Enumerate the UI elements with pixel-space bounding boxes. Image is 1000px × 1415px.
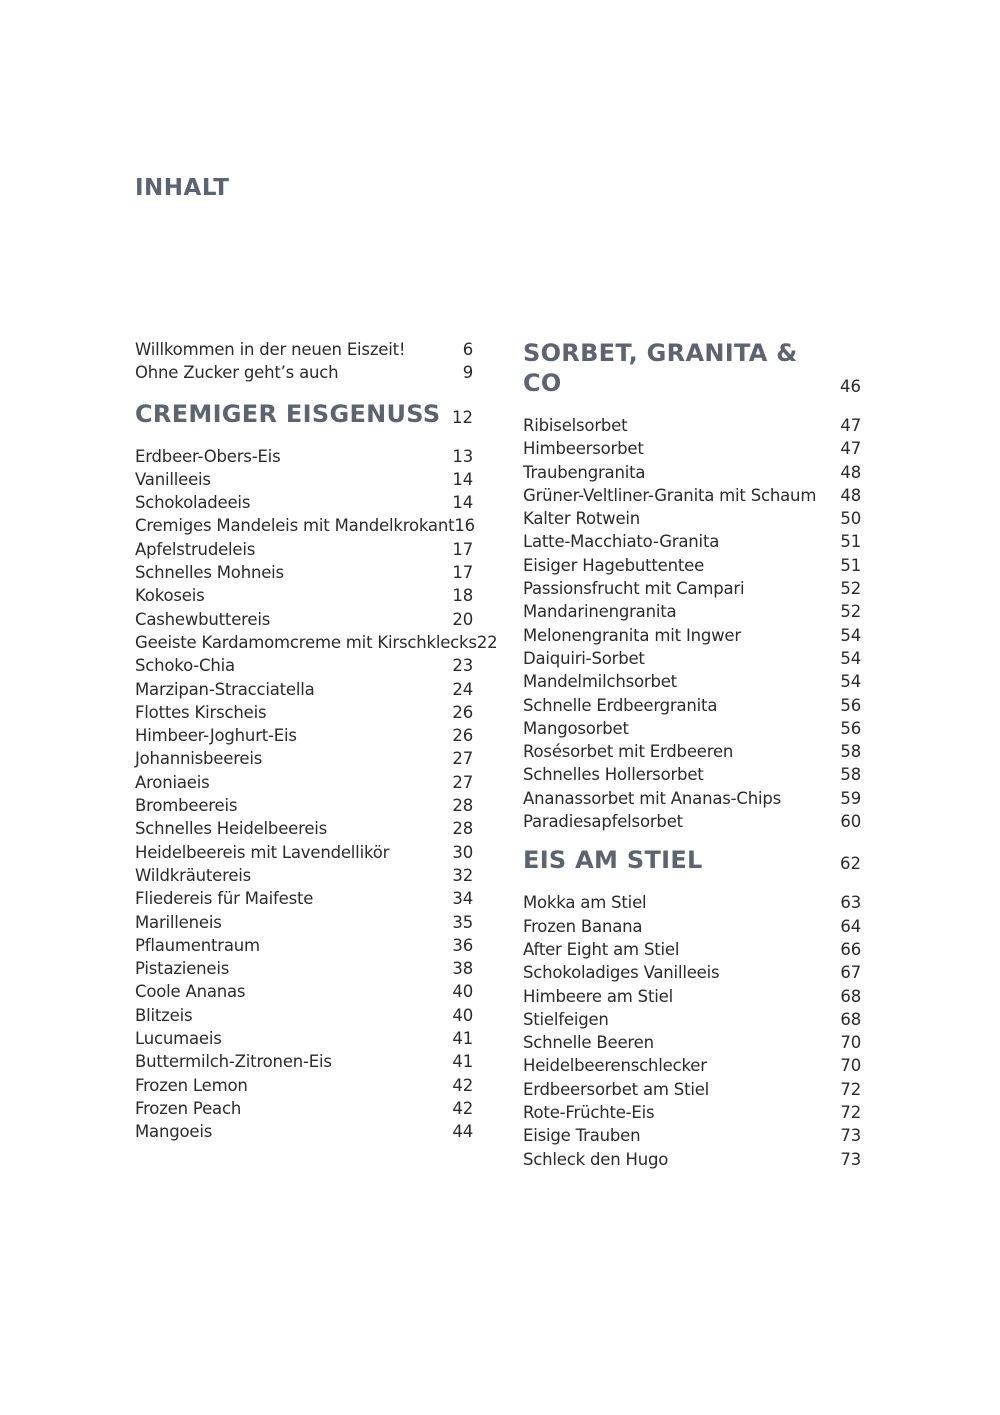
toc-entry-page: 47 — [840, 439, 861, 459]
toc-entry-page: 54 — [840, 672, 861, 692]
toc-entry — [523, 530, 861, 553]
toc-entry — [523, 437, 861, 460]
toc-entry — [523, 740, 861, 763]
toc-entry-page: 72 — [840, 1103, 861, 1123]
toc-entry-page: 34 — [452, 889, 473, 909]
toc-entry-page: 51 — [840, 555, 861, 575]
toc-entry-page: 64 — [840, 916, 861, 936]
toc-entry-label: Geeiste Kardamomcreme mit Kirschklecks — [135, 632, 477, 652]
toc-entry-label: Mangoeis — [135, 1122, 213, 1142]
toc-entry-label: Johannisbeereis — [135, 749, 263, 769]
toc-entry-page: 59 — [840, 788, 861, 808]
toc-entry-label: Ananassorbet mit Ananas-Chips — [523, 788, 782, 808]
toc-entry-page: 41 — [452, 1029, 473, 1049]
toc-entry — [135, 654, 473, 677]
toc-entry-page: 30 — [452, 842, 473, 862]
toc-entry — [135, 514, 473, 537]
toc-entry — [523, 961, 861, 984]
toc-entry — [135, 771, 473, 794]
toc-entry-page: 41 — [452, 1052, 473, 1072]
toc-entry — [135, 934, 473, 957]
toc-entry — [523, 1101, 861, 1124]
toc-entry-page: 27 — [452, 772, 473, 792]
toc-entry — [523, 624, 861, 647]
toc-entry-label: Frozen Lemon — [135, 1075, 248, 1095]
toc-entry — [135, 864, 473, 887]
toc-entry-label: Himbeersorbet — [523, 439, 644, 459]
toc-entry — [135, 1004, 473, 1027]
toc-entry-label: Schnelle Beeren — [523, 1033, 654, 1053]
toc-entry-label: Eisige Trauben — [523, 1126, 641, 1146]
toc-entry — [135, 841, 473, 864]
toc-entry-page: 72 — [840, 1079, 861, 1099]
toc-entry-page: 16 — [454, 516, 475, 536]
toc-entry-page: 44 — [452, 1122, 473, 1142]
section-heading-row — [523, 338, 861, 398]
toc-entry-page: 36 — [452, 935, 473, 955]
toc-entry-label: Schoko-Chia — [135, 656, 235, 676]
toc-entry — [135, 747, 473, 770]
toc-entry-page: 73 — [840, 1126, 861, 1146]
toc-entry — [523, 414, 861, 437]
toc-entry-page: 70 — [840, 1033, 861, 1053]
toc-entry-page: 68 — [840, 1009, 861, 1029]
toc-entry-label: Heidelbeerenschlecker — [523, 1056, 707, 1076]
toc-entry-page: 40 — [452, 1005, 473, 1025]
toc-entry-label: Mangosorbet — [523, 718, 629, 738]
toc-entry — [135, 631, 498, 654]
toc-entry — [135, 338, 473, 361]
toc-entry — [135, 538, 473, 561]
toc-entry — [523, 1008, 861, 1031]
toc-entry — [135, 887, 473, 910]
toc-entry — [523, 1124, 861, 1147]
toc-entry-page: 23 — [452, 656, 473, 676]
toc-entry — [523, 577, 861, 600]
toc-entry — [135, 794, 473, 817]
toc-entry-label: Ribiselsorbet — [523, 416, 628, 435]
toc-entry-page: 48 — [840, 485, 861, 505]
section-heading-row — [135, 399, 473, 429]
toc-entry — [135, 1027, 473, 1050]
toc-entry — [523, 507, 861, 530]
toc-entry-label: Schnelles Hollersorbet — [523, 765, 704, 785]
toc-entry-label: Melonengranita mit Ingwer — [523, 625, 741, 645]
toc-entry-label: Schnelles Heidelbeereis — [135, 819, 328, 839]
toc-entry-page: 40 — [452, 982, 473, 1002]
toc-entry-label: Latte-Macchiato-Granita — [523, 532, 720, 552]
toc-entry-page: 70 — [840, 1056, 861, 1076]
toc-entry-page: 56 — [840, 695, 861, 715]
toc-entry-label: Cashewbuttereis — [135, 609, 271, 629]
toc-entry-page: 42 — [452, 1098, 473, 1118]
toc-entry-page: 48 — [840, 462, 861, 482]
toc-entry-page: 35 — [452, 912, 473, 932]
toc-entry-label: Ohne Zucker geht’s auch — [135, 363, 339, 383]
section-page: 46 — [840, 377, 861, 396]
toc-entry-label: Himbeere am Stiel — [523, 986, 673, 1006]
toc-entry — [523, 938, 861, 961]
toc-entry — [135, 678, 473, 701]
toc-entry-label: Frozen Peach — [135, 1098, 242, 1118]
toc-entry-label: Stielfeigen — [523, 1009, 609, 1029]
toc-entry — [135, 1050, 473, 1073]
toc-entry — [135, 1120, 473, 1143]
toc-entry-page: 20 — [452, 609, 473, 629]
toc-entry-page: 51 — [840, 532, 861, 552]
toc-entry-page: 17 — [452, 539, 473, 559]
toc-entry-label: Pflaumentraum — [135, 935, 260, 955]
toc-entry-label: Paradiesapfelsorbet — [523, 812, 683, 832]
toc-entry-label: Blitzeis — [135, 1005, 193, 1025]
toc-entry — [135, 1074, 473, 1097]
toc-entry — [135, 911, 473, 934]
toc-entry-page: 17 — [452, 563, 473, 583]
toc-entry — [135, 957, 473, 980]
toc-entry-label: Marzipan-Stracciatella — [135, 679, 315, 699]
toc-entry-page: 18 — [452, 586, 473, 606]
toc-entry-label: Vanilleeis — [135, 469, 211, 489]
toc-entry-page: 52 — [840, 602, 861, 622]
toc-entry-label: Erdbeer-Obers-Eis — [135, 446, 281, 466]
toc-entry-label: Lucumaeis — [135, 1029, 222, 1049]
toc-entry — [523, 717, 861, 740]
toc-entry-label: Wildkräutereis — [135, 865, 252, 885]
toc-entry-page: 66 — [840, 939, 861, 959]
toc-right-column — [523, 338, 861, 1171]
toc-entry-label: Mandelmilchsorbet — [523, 672, 677, 692]
toc-entry — [523, 787, 861, 810]
toc-entry — [135, 561, 473, 584]
toc-entry-page: 14 — [452, 469, 473, 489]
toc-entry-label: Traubengranita — [523, 462, 646, 482]
toc-entry-label: Marilleneis — [135, 912, 222, 932]
toc-entry-page: 28 — [452, 796, 473, 816]
toc-entry-label: Passionsfrucht mit Campari — [523, 579, 745, 599]
toc-left-column — [135, 338, 498, 1144]
toc-entry-label: Mokka am Stiel — [523, 893, 647, 913]
toc-entry-label: Schokoladeeis — [135, 493, 251, 513]
toc-entry — [135, 980, 473, 1003]
toc-entry — [135, 608, 473, 631]
toc-entry-page: 6 — [462, 340, 473, 359]
toc-entry-label: Pistazieneis — [135, 959, 230, 979]
toc-entry-page: 9 — [462, 363, 473, 383]
toc-entry — [523, 1148, 861, 1171]
toc-entry-page: 38 — [452, 959, 473, 979]
toc-entry — [135, 1097, 473, 1120]
section-heading: EIS AM STIEL — [523, 846, 703, 875]
page-title: INHALT — [135, 175, 230, 201]
toc-entry — [523, 1054, 861, 1077]
toc-entry-page: 26 — [452, 726, 473, 746]
toc-entry-page: 42 — [452, 1075, 473, 1095]
toc-entry — [135, 491, 473, 514]
toc-entry-label: Aroniaeis — [135, 772, 210, 792]
toc-entry-label: Buttermilch-Zitronen-Eis — [135, 1052, 332, 1072]
toc-entry-page: 58 — [840, 765, 861, 785]
toc-entry — [523, 763, 861, 786]
toc-entry-label: Daiquiri-Sorbet — [523, 648, 645, 668]
toc-entry-page: 22 — [476, 632, 498, 652]
toc-entry-label: Eisiger Hagebuttentee — [523, 555, 705, 575]
toc-entry-label: Brombeereis — [135, 796, 238, 816]
section-heading: SORBET, GRANITA & CO — [523, 339, 798, 397]
toc-entry — [523, 670, 861, 693]
toc-entry — [523, 484, 861, 507]
toc-entry-label: Schleck den Hugo — [523, 1149, 669, 1169]
toc-entry — [523, 915, 861, 938]
section-heading-row — [523, 845, 861, 875]
toc-entry-page: 67 — [840, 963, 861, 983]
toc-entry-label: Schnelles Mohneis — [135, 563, 284, 583]
toc-entry-page: 27 — [452, 749, 473, 769]
toc-entry-page: 47 — [840, 416, 861, 435]
toc-entry — [523, 1078, 861, 1101]
toc-entry-label: Schnelle Erdbeergranita — [523, 695, 718, 715]
toc-entry — [135, 817, 473, 840]
toc-entry — [523, 647, 861, 670]
toc-entry — [523, 985, 861, 1008]
toc-entry — [523, 810, 861, 833]
toc-entry-label: Schokoladiges Vanilleeis — [523, 963, 720, 983]
toc-entry-page: 24 — [452, 679, 473, 699]
toc-entry — [135, 445, 473, 468]
toc-entry-label: Kalter Rotwein — [523, 509, 641, 529]
toc-entry — [523, 1031, 861, 1054]
toc-entry — [523, 461, 861, 484]
toc-entry — [135, 361, 473, 384]
toc-entry-label: Himbeer-Joghurt-Eis — [135, 726, 297, 746]
toc-entry-page: 52 — [840, 579, 861, 599]
toc-entry-label: Kokoseis — [135, 586, 205, 606]
toc-entry-label: Flottes Kirscheis — [135, 702, 267, 722]
toc-entry-label: Coole Ananas — [135, 982, 246, 1002]
toc-entry-page: 13 — [452, 446, 473, 466]
toc-entry — [135, 701, 473, 724]
section-heading: CREMIGER EISGENUSS — [135, 399, 441, 428]
toc-entry-page: 73 — [840, 1149, 861, 1169]
section-page: 12 — [452, 407, 473, 427]
toc-entry-label: Willkommen in der neuen Eiszeit! — [135, 340, 406, 359]
toc-entry-page: 54 — [840, 648, 861, 668]
toc-entry-label: Fliedereis für Maifeste — [135, 889, 314, 909]
toc-entry-page: 56 — [840, 718, 861, 738]
toc-entry — [523, 600, 861, 623]
toc-entry-page: 26 — [452, 702, 473, 722]
toc-entry-page: 58 — [840, 742, 861, 762]
toc-entry-page: 63 — [840, 893, 861, 913]
section-page: 62 — [840, 854, 861, 874]
toc-entry-label: Apfelstrudeleis — [135, 539, 256, 559]
toc-entry-label: Cremiges Mandeleis mit Mandelkrokant — [135, 516, 455, 536]
toc-entry-label: Grüner-Veltliner-Granita mit Schaum — [523, 485, 817, 505]
toc-entry — [135, 724, 473, 747]
toc-entry-label: Rosésorbet mit Erdbeeren — [523, 742, 734, 762]
toc-entry-page: 14 — [452, 493, 473, 513]
toc-entry-page: 60 — [840, 812, 861, 832]
toc-entry-label: After Eight am Stiel — [523, 939, 680, 959]
toc-entry — [135, 468, 473, 491]
toc-entry-label: Erdbeersorbet am Stiel — [523, 1079, 710, 1099]
toc-entry-page: 32 — [452, 865, 473, 885]
toc-entry-label: Heidelbeereis mit Lavendellikör — [135, 842, 390, 862]
toc-entry-page: 68 — [840, 986, 861, 1006]
toc-entry — [135, 584, 473, 607]
toc-entry-page: 50 — [840, 509, 861, 529]
toc-entry — [523, 554, 861, 577]
toc-entry-page: 28 — [452, 819, 473, 839]
toc-entry-label: Frozen Banana — [523, 916, 643, 936]
toc-entry-page: 54 — [840, 625, 861, 645]
toc-entry — [523, 694, 861, 717]
toc-entry-label: Rote-Früchte-Eis — [523, 1103, 655, 1123]
toc-entry — [523, 891, 861, 914]
toc-entry-label: Mandarinengranita — [523, 602, 677, 622]
